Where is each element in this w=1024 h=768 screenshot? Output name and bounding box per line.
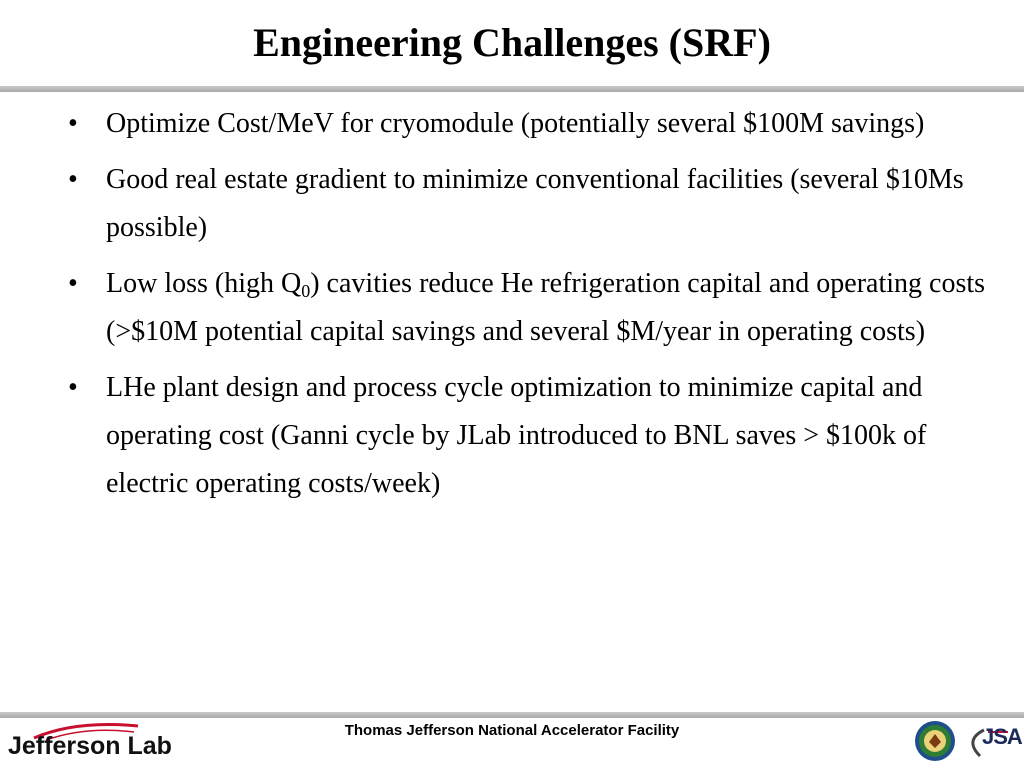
bullet-item	[64, 156, 994, 252]
bullet-text: LHe plant design and process cycle optimization to minimize capital and operating cost (Ganni cycle by JLab introduced to BNL saves > $100k of electric operating costs/week)	[106, 372, 927, 499]
jsa-logo	[962, 722, 1020, 762]
subscript: 0	[301, 281, 311, 301]
bullet-list	[64, 100, 994, 516]
bullet-text-part: Low loss (high Q	[106, 268, 302, 299]
doe-seal-icon	[914, 720, 956, 762]
jlab-logo-text: Jefferson Lab	[8, 732, 172, 760]
bullet-item	[64, 100, 994, 148]
bullet-item	[64, 260, 994, 356]
bullet-text-part: ) cavities reduce He refrigeration capital and operating costs (>$10M potential capital savings and several $M/year in operating costs)	[106, 268, 986, 347]
bullet-item	[64, 364, 994, 508]
bullet-text: Optimize Cost/MeV for cryomodule (potentially several $100M savings)	[106, 108, 925, 139]
bullet-marker: •	[68, 268, 78, 299]
slide-title: Engineering Challenges (SRF)	[253, 20, 771, 65]
bullet-text: Good real estate gradient to minimize conventional facilities (several $10Ms possible)	[106, 164, 964, 243]
bullet-marker: •	[68, 372, 78, 403]
jsa-logo-text: JSA	[982, 724, 1022, 749]
title-divider	[0, 86, 1024, 92]
footer-organization: Thomas Jefferson National Accelerator Facility	[344, 722, 680, 739]
bullet-marker: •	[68, 164, 78, 195]
bullet-marker: •	[68, 108, 78, 139]
